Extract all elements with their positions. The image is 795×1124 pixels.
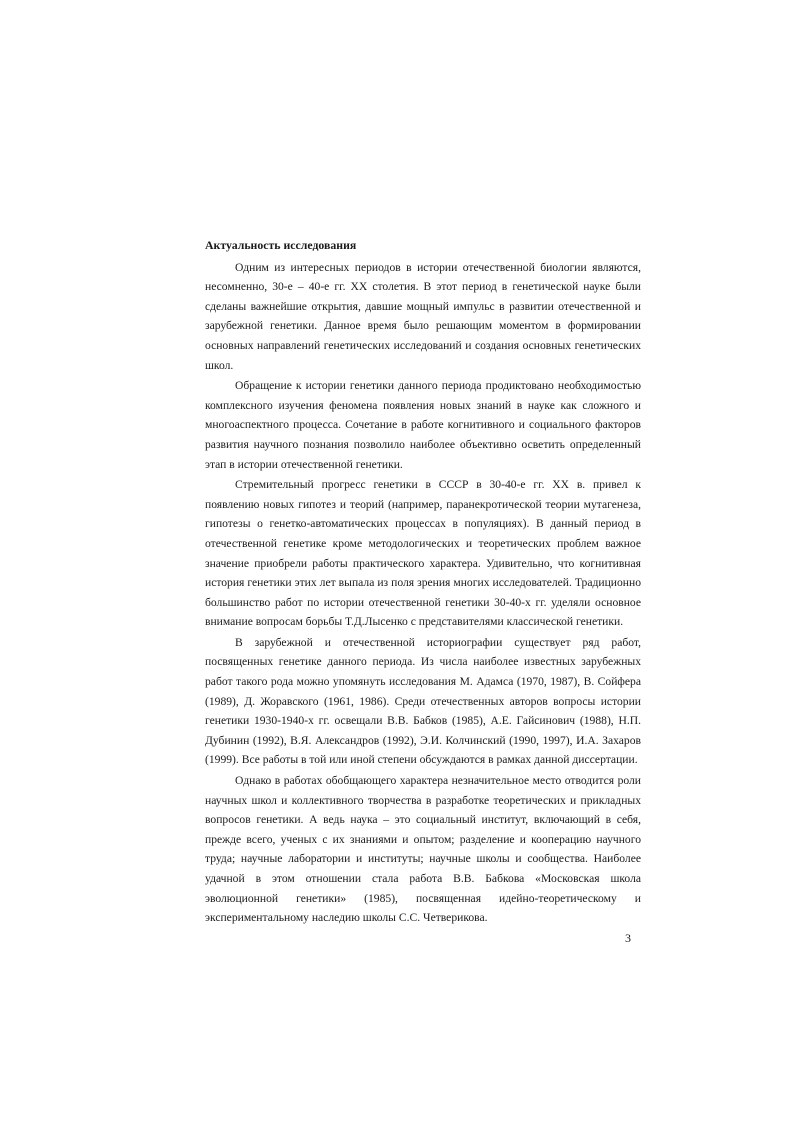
paragraph-5: Однако в работах обобщающего характера незначительное место отводится роли научных школ и коллективного творчества в разработке теоретических и прикладных вопросов генетики. А ведь наука – это социальный институт, включающий в себя, прежде всего, ученых с их знаниями и опытом; разделение и кооперацию научного труда; научные лаборатории и институты; научные школы и сообщества. Наиболее удачной в этом отношении стала работа В.В. Бабкова «Московская школа эволюционной генетики» (1985), посвященная идейно-теоретическому и экспериментальному наследию школы С.С. Четверикова.: [205, 774, 641, 925]
section-heading: Актуальность исследования: [205, 238, 357, 252]
page-number: 3: [625, 931, 631, 945]
paragraph-2: Обращение к истории генетики данного периода продиктовано необходимостью комплексного изучения феномена появления новых знаний в науке как сложного и многоаспектного процесса. Сочетание в работе когнитивного и социального факторов развития научного познания позволило наиболее объективно осветить определенный этап в истории отечественной генетики.: [205, 379, 641, 471]
paragraph-1: Одним из интересных периодов в истории отечественной биологии являются, несомненно, 30-е – 40-е гг. XX столетия. В этот период в генетической науке были сделаны важнейшие открытия, давшие мощный импульс в развитии отечественной и зарубежной генетики. Данное время было решающим моментом в формировании основных направлений генетических исследований и создания основных генетических школ.: [205, 260, 641, 372]
paragraph-3: Стремительный прогресс генетики в СССР в 30-40-е гг. XX в. привел к появлению новых гипотез и теорий (например, паранекротической теории мутагенеза, гипотезы о генетко-автоматических процессах в популяциях). В данный период в отечественной генетике кроме методологических и теоретических проблем важное значение приобрели работы практического характера. Удивительно, что когнитивная история генетики этих лет выпала из поля зрения многих исследователей. Традиционно большинство работ по истории отечественной генетики 30-40-х гг. уделяли основное внимание вопросам борьбы Т.Д.Лысенко с представителями классической генетики.: [205, 478, 641, 629]
document-body: [205, 236, 641, 929]
paragraph-4: В зарубежной и отечественной историографии существует ряд работ, посвященных генетике данного периода. Из числа наиболее известных зарубежных работ такого рода можно упомянуть исследования М. Адамса (1970, 1987), В. Сойфера (1989), Д. Жоравского (1961, 1986). Среди отечественных авторов вопросы истории генетики 1930-1940-х гг. освещали В.В. Бабков (1985), А.Е. Гайсинович (1988), Н.П. Дубинин (1992), В.Я. Александров (1992), Э.И. Колчинский (1990, 1997), И.А. Захаров (1999). Все работы в той или иной степени обсуждаются в рамках данной диссертации.: [205, 635, 641, 767]
